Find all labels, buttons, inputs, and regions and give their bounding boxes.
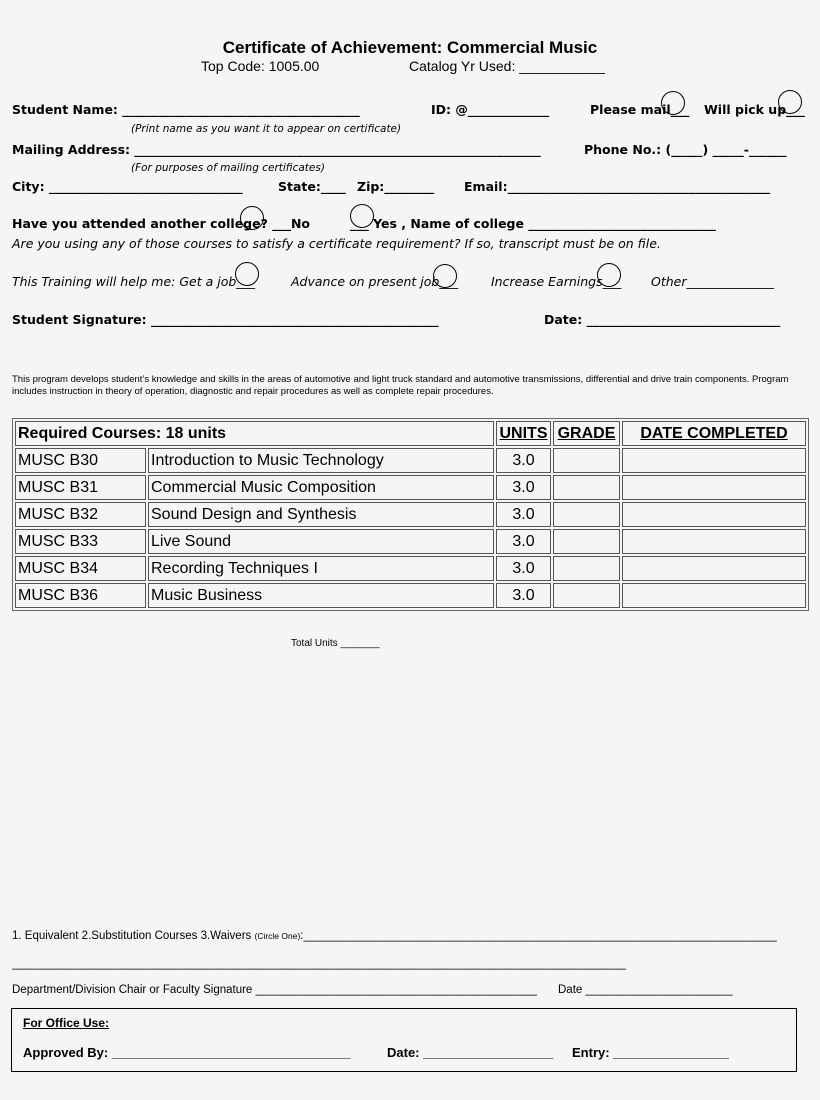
- training-advance: Advance on present job___: [291, 274, 459, 289]
- course-units: 3.0: [496, 556, 551, 581]
- office-use-label: For Office Use:: [23, 1016, 110, 1030]
- circle-one-note: (Circle One): [254, 931, 301, 941]
- required-courses-table: [12, 418, 809, 611]
- will-pick-up-option: Will pick up___: [704, 102, 805, 117]
- date-completed-cell[interactable]: [622, 502, 806, 527]
- zip-field[interactable]: Zip:________: [357, 179, 435, 194]
- student-signature-field[interactable]: Student Signature: ______________________________________________: [12, 312, 439, 327]
- program-description: This program develops student’s knowledge and skills in the areas of automotive and light truck standard and automotive transmissions, differential and drive train components. Program includes instruction in theory of operation, diagnostic and repair procedures as well as complete repair procedures.: [12, 374, 789, 397]
- course-code: MUSC B30: [15, 448, 146, 473]
- top-code: Top Code: 1005.00: [201, 58, 320, 74]
- table-row: [15, 583, 806, 608]
- using-courses-question: Are you using any of those courses to satisfy a certificate requirement? If so, transcript must be on file.: [12, 236, 661, 251]
- city-field[interactable]: City: _______________________________: [12, 179, 243, 194]
- table-row: [15, 475, 806, 500]
- grade-cell[interactable]: [553, 556, 620, 581]
- course-units: 3.0: [496, 475, 551, 500]
- table-row: [15, 448, 806, 473]
- course-units: 3.0: [496, 502, 551, 527]
- grade-header: GRADE: [553, 421, 620, 446]
- chair-signature-field[interactable]: Department/Division Chair or Faculty Signature ____________________________________________: [12, 984, 537, 996]
- equivalent-options[interactable]: [12, 930, 777, 942]
- course-units: 3.0: [496, 583, 551, 608]
- units-header: UNITS: [496, 421, 551, 446]
- email-field[interactable]: Email:__________________________________________: [464, 179, 771, 194]
- date-completed-cell[interactable]: [622, 556, 806, 581]
- print-name-note: (Print name as you want it to appear on certificate): [131, 123, 402, 135]
- date-completed-cell[interactable]: [622, 475, 806, 500]
- no-circle[interactable]: [240, 206, 264, 230]
- grade-cell[interactable]: [553, 529, 620, 554]
- office-use-box: [11, 1008, 797, 1072]
- course-code: MUSC B34: [15, 556, 146, 581]
- mailing-note: (For purposes of mailing certificates): [131, 162, 325, 174]
- table-row: [15, 556, 806, 581]
- mailing-address-field[interactable]: Mailing Address: _________________________________________________________________: [12, 142, 541, 157]
- increase-earnings-circle[interactable]: [597, 263, 621, 287]
- approved-by-field[interactable]: Approved By: _________________________________: [23, 1045, 351, 1060]
- grade-cell[interactable]: [553, 448, 620, 473]
- phone-field[interactable]: Phone No.: (_____) _____-______: [584, 142, 787, 157]
- id-field[interactable]: ID: @_____________: [431, 102, 550, 117]
- table-row: [15, 529, 806, 554]
- attended-college-no: Have you attended another college? ___No: [12, 216, 311, 231]
- equivalent-label: 1. Equivalent 2.Substitution Courses 3.Waivers: [12, 930, 252, 942]
- attended-college-yes[interactable]: ___ Yes , Name of college ______________________________: [350, 216, 716, 231]
- please-mail-option: Please mail___: [590, 102, 690, 117]
- form-title: Certificate of Achievement: Commercial Music: [222, 38, 598, 57]
- office-date-field[interactable]: Date: __________________: [387, 1045, 554, 1060]
- course-name: Recording Techniques I: [148, 556, 494, 581]
- course-name: Introduction to Music Technology: [148, 448, 494, 473]
- signature-date-field[interactable]: Date: _______________________________: [544, 312, 781, 327]
- date-completed-cell[interactable]: [622, 583, 806, 608]
- grade-cell[interactable]: [553, 475, 620, 500]
- date-completed-cell[interactable]: [622, 529, 806, 554]
- yes-circle[interactable]: [350, 204, 374, 228]
- course-name: Sound Design and Synthesis: [148, 502, 494, 527]
- course-code: MUSC B31: [15, 475, 146, 500]
- grade-cell[interactable]: [553, 502, 620, 527]
- required-courses-header: Required Courses: 18 units: [15, 421, 494, 446]
- student-name-field[interactable]: Student Name: ______________________________________: [12, 102, 360, 117]
- date-completed-cell[interactable]: [622, 448, 806, 473]
- training-other[interactable]: Other______________: [651, 274, 774, 289]
- course-name: Live Sound: [148, 529, 494, 554]
- training-increase-earnings: Increase Earnings___: [491, 274, 622, 289]
- course-code: MUSC B36: [15, 583, 146, 608]
- course-units: 3.0: [496, 529, 551, 554]
- catalog-year: Catalog Yr Used: ___________: [409, 58, 605, 74]
- course-name: Music Business: [148, 583, 494, 608]
- table-header-row: [15, 421, 806, 446]
- equivalent-line: :__________________________________________________________________________: [300, 930, 777, 942]
- will-pick-up-circle[interactable]: [778, 90, 802, 114]
- date-completed-header: DATE COMPLETED: [622, 421, 806, 446]
- total-units-field[interactable]: Total Units _______: [291, 638, 380, 649]
- blank-line[interactable]: ________________________________________________________________________________________________: [12, 958, 626, 970]
- table-row: [15, 502, 806, 527]
- get-job-circle[interactable]: [235, 262, 259, 286]
- course-name: Commercial Music Composition: [148, 475, 494, 500]
- please-mail-circle[interactable]: [661, 91, 685, 115]
- course-units: 3.0: [496, 448, 551, 473]
- chair-date-field[interactable]: Date _______________________: [558, 984, 733, 996]
- grade-cell[interactable]: [553, 583, 620, 608]
- state-field[interactable]: State:____: [278, 179, 346, 194]
- course-code: MUSC B32: [15, 502, 146, 527]
- entry-field[interactable]: Entry: ________________: [572, 1045, 729, 1060]
- advance-circle[interactable]: [433, 264, 457, 288]
- training-get-job: This Training will help me: Get a job___: [12, 274, 256, 289]
- course-code: MUSC B33: [15, 529, 146, 554]
